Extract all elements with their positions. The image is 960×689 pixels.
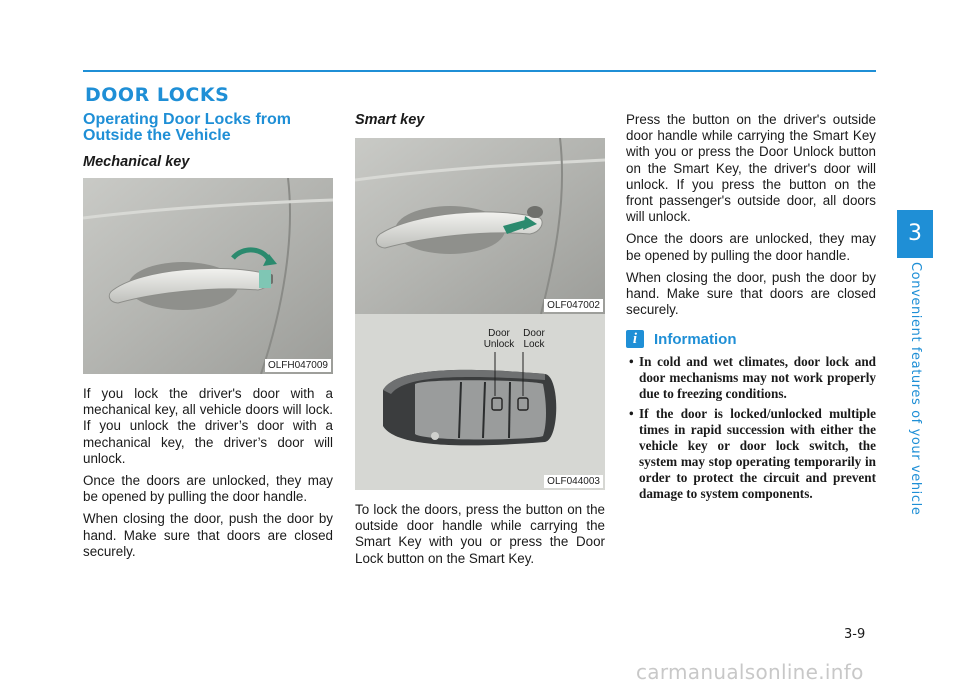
header-rule	[83, 70, 876, 72]
figure-smart-key-handle	[355, 138, 605, 314]
subheading-smart-key: Smart key	[355, 112, 425, 128]
list-item: • In cold and wet climates, door lock and door mechanisms may not work properly due to freezing conditions.	[626, 354, 876, 402]
chapter-title-vertical	[905, 262, 925, 516]
paragraph: When closing the door, push the door by hand. Make sure that doors are closed securely.	[626, 269, 876, 318]
section-title: DOOR LOCKS	[85, 84, 230, 106]
chapter-title: Convenient features of your vehicle	[908, 262, 923, 516]
column-smart-key	[355, 112, 605, 573]
chapter-tab: 3	[897, 210, 933, 258]
paragraph: To lock the doors, press the button on the outside door handle while carrying the Smart Key with you or press the Door Lock button on the Smart Key.	[355, 502, 605, 566]
paragraph: If you lock the driver's door with a mechanical key, all vehicle doors will lock. If you unlock the driver’s door with a mechanical key, the driver’s door will unlock.	[83, 386, 333, 466]
column-unlock-info	[626, 112, 876, 506]
heading-outside-locks: Operating Door Locks from Outside the Vehicle	[83, 111, 292, 144]
figure-code: OLF044003	[544, 475, 603, 488]
paragraph: Once the doors are unlocked, they may be opened by pulling the door handle.	[83, 473, 333, 505]
door-handle-button-illustration	[355, 138, 605, 314]
figure-mechanical-key-handle	[83, 178, 333, 374]
paragraph: Once the doors are unlocked, they may be opened by pulling the door handle.	[626, 231, 876, 263]
column-mechanical-key	[83, 112, 333, 566]
information-header	[626, 330, 876, 348]
list-item: • If the door is locked/unlocked multiple times in rapid succession with either the vehicle key or door lock switch, the system may stop operating temporarily in order to protect the circuit and prevent damage to system components.	[626, 406, 876, 502]
info-icon: i	[626, 330, 644, 348]
callout-door-unlock: Door Unlock	[483, 328, 515, 350]
callout-door-lock: Door Lock	[523, 328, 545, 350]
subheading-mechanical-key: Mechanical key	[83, 154, 190, 170]
figure-code: OLF047002	[544, 299, 603, 312]
figure-smart-key-fob	[355, 314, 605, 490]
page-number: 3-9	[844, 627, 866, 642]
door-handle-illustration	[83, 178, 333, 374]
paragraph: When closing the door, push the door by hand. Make sure that doors are closed securely.	[83, 511, 333, 559]
paragraph: Press the button on the driver's outside door handle while carrying the Smart Key with you or press the Door Unlock button on the Smart Key, the driver's door will unlock. If you press the button on the front passenger's outside door, all doors will unlock.	[626, 112, 876, 225]
figure-code: OLFH047009	[265, 359, 331, 372]
information-list	[626, 354, 876, 502]
information-title: Information	[654, 330, 737, 348]
watermark: carmanualsonline.info	[636, 660, 864, 684]
